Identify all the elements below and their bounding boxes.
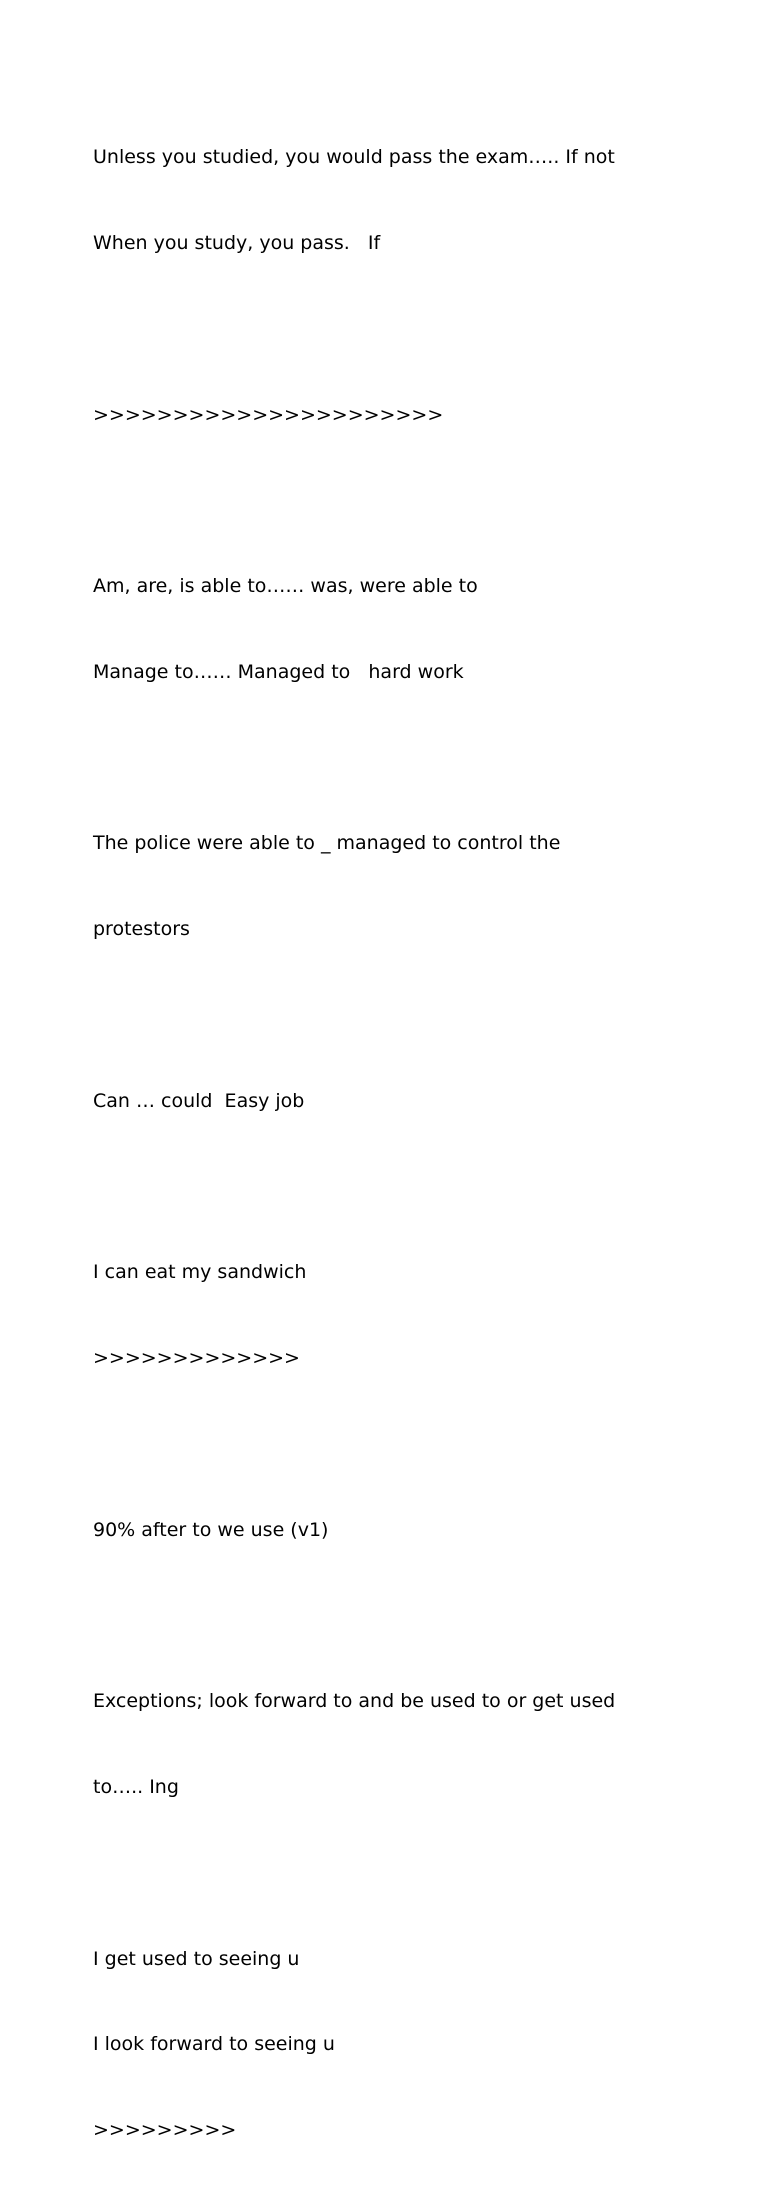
- text-line-20: to….. Ing: [93, 1776, 179, 1799]
- text-line-12: Can … could Easy job: [93, 1089, 305, 1112]
- blank-line: [93, 486, 713, 515]
- text-line-22: I get used to seeing u: [93, 1947, 300, 1970]
- blank-line: [93, 315, 713, 344]
- separator-line: >>>>>>>>>>>>>: [93, 1347, 300, 1370]
- blank-line: [93, 1601, 713, 1630]
- text-line-6: Am, are, is able to…… was, were able to: [93, 575, 478, 598]
- blank-line: [93, 1859, 713, 1888]
- blank-line: [93, 1173, 713, 1202]
- text-line-7: Manage to…… Managed to hard work: [93, 660, 464, 683]
- text-line-17: 90% after to we use (v1): [93, 1518, 329, 1541]
- text-line-9: The police were able to _ managed to control the: [93, 832, 561, 855]
- text-line-2: When you study, you pass. If: [93, 231, 381, 254]
- separator-line: >>>>>>>>>>>>>>>>>>>>>>: [93, 403, 444, 426]
- blank-line: [93, 1430, 713, 1459]
- blank-line: [93, 744, 713, 773]
- text-line-23: I look forward to seeing u: [93, 2033, 335, 2056]
- blank-line: [93, 1001, 713, 1030]
- separator-line: >>>>>>>>>: [93, 2119, 237, 2142]
- text-line-19: Exceptions; look forward to and be used to or get used: [93, 1690, 616, 1713]
- text-line-10: protestors: [93, 918, 190, 941]
- text-line-1: Unless you studied, you would pass the exam….. If not: [93, 146, 615, 169]
- text-line-14: I can eat my sandwich: [93, 1261, 307, 1284]
- document-text: [93, 86, 713, 2202]
